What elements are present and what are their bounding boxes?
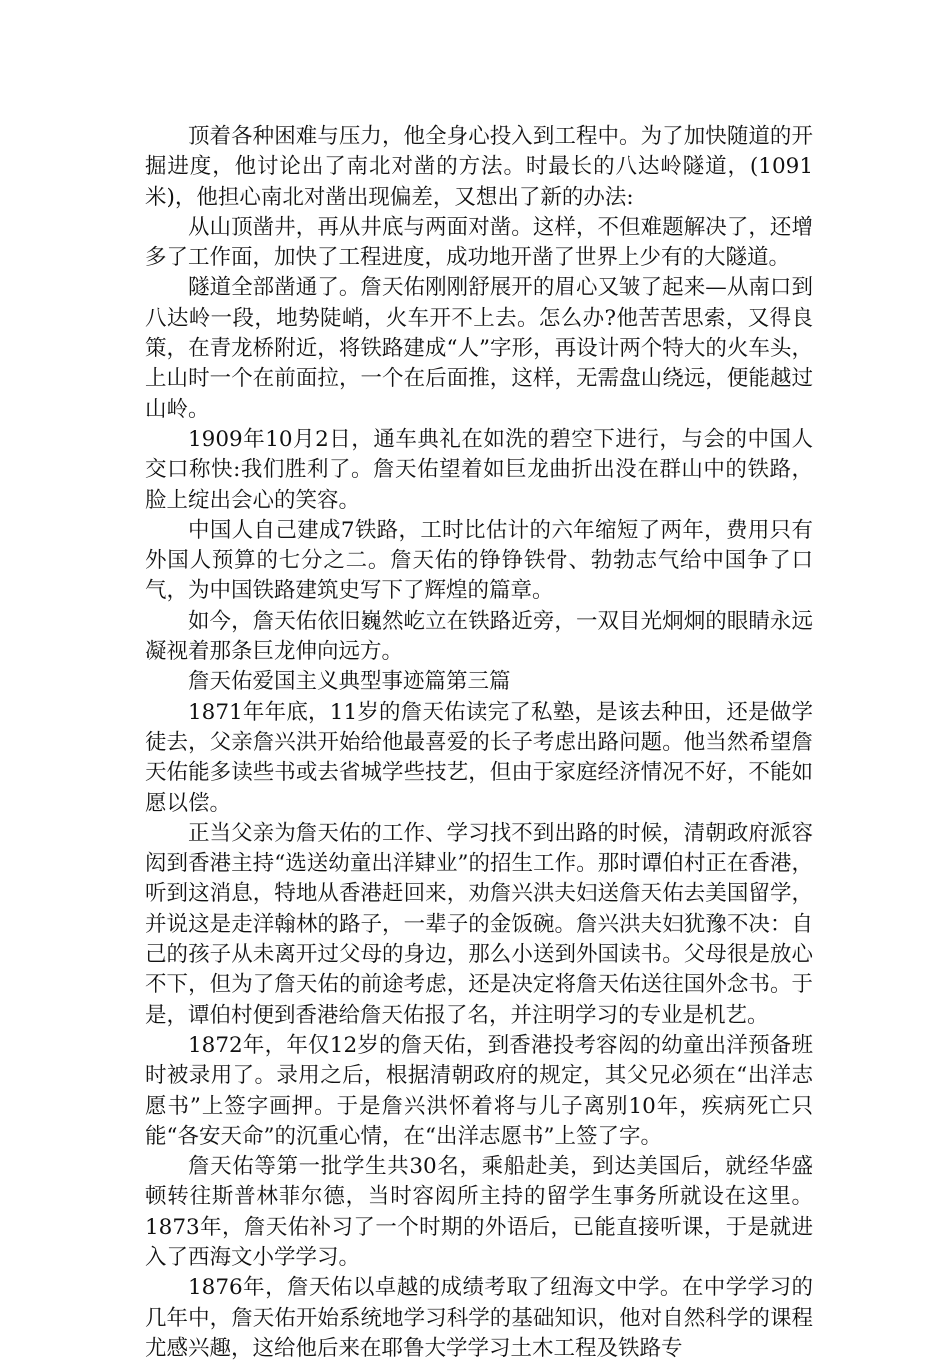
paragraph-achievement: 中国人自己建成7铁路，工时比估计的六年缩短了两年，费用只有外国人预算的七分之二。詹天佑的铮铮铁骨、勃勃志气给中国争了口气，为中国铁路建筑史写下了辉煌的篇章。	[145, 517, 813, 604]
paragraph-middle-school: 1876年，詹天佑以卓越的成绩考取了纽海文中学。在中学学习的几年中，詹天佑开始系统地学习科学的基础知识，他对自然科学的课程尤感兴趣，这给他后来在耶鲁大学学习土木工程及铁路专	[145, 1275, 813, 1361]
document-page	[145, 122, 813, 1364]
paragraph-opening-ceremony: 1909年10月2日，通车典礼在如洗的碧空下进行，与会的中国人交口称快:我们胜利了。詹天佑望着如巨龙曲折出没在群山中的铁路，脸上绽出会心的笑容。	[145, 426, 813, 513]
paragraph-arrival-usa: 詹天佑等第一批学生共30名，乘船赴美，到达美国后，就经华盛顿转往斯普林菲尔德，当时容闳所主持的留学生事务所就设在这里。1873年，詹天佑补习了一个时期的外语后，已能直接听课，于是就进入了西海文小学学习。	[145, 1154, 813, 1270]
paragraph-tunnel-method: 顶着各种困难与压力，他全身心投入到工程中。为了加快随道的开掘进度，他讨论出了南北对凿的方法。时最长的八达岭隧道，(1091米)，他担心南北对凿出现偏差，又想出了新的办法:	[145, 124, 813, 210]
paragraph-admission: 1872年，年仅12岁的詹天佑，到香港投考容闳的幼童出洋预备班时被录用了。录用之后，根据清朝政府的规定，其父兄必须在“出洋志愿书”上签字画押。于是詹兴洪怀着将与儿子离别10年，疾病死亡只能“各安天命”的沉重心情，在“出洋志愿书”上签了字。	[145, 1032, 813, 1149]
paragraph-study-abroad-recruitment: 正当父亲为詹天佑的工作、学习找不到出路的时候，清朝政府派容闳到香港主持“选送幼童出洋肄业”的招生工作。那时谭伯村正在香港，听到这消息，特地从香港赶回来，劝詹兴洪夫妇送詹天佑去美国留学，并说这是走洋翰林的路子，一辈子的金饭碗。詹兴洪夫妇犹豫不决：自己的孩子从未离开过父母的身边，那么小送到外国读书。父母很是放心不下，但为了詹天佑的前途考虑，还是决定将詹天佑送往国外念书。于是，谭伯村便到香港给詹天佑报了名，并注明学习的专业是机艺。	[145, 820, 813, 1028]
section-title: 詹天佑爱国主义典型事迹篇第三篇	[188, 669, 511, 695]
paragraph-childhood: 1871年年底，11岁的詹天佑读完了私塾，是该去种田，还是做学徒去，父亲詹兴洪开始给他最喜爱的长子考虑出路问题。他当然希望詹天佑能多读些书或去省城学些技艺，但由于家庭经济情况不好，不能如愿以偿。	[145, 699, 813, 816]
paragraph-statue: 如今，詹天佑依旧巍然屹立在铁路近旁，一双目光炯炯的眼睛永远凝视着那条巨龙伸向远方。	[145, 608, 813, 665]
paragraph-switchback-railway: 隧道全部凿通了。詹天佑刚刚舒展开的眉心又皱了起来—从南口到八达岭一段，地势陡峭，火车开不上去。怎么办?他苦苦思索，又得良策，在青龙桥附近，将铁路建成“人”字形，再设计两个特大的火车头，上山时一个在前面拉，一个在后面推，这样，无需盘山绕远，便能越过山岭。	[145, 275, 813, 422]
paragraph-shaft-digging: 从山顶凿井，再从井底与两面对凿。这样，不但难题解决了，还增多了工作面，加快了工程进度，成功地开凿了世界上少有的大隧道。	[145, 214, 813, 271]
